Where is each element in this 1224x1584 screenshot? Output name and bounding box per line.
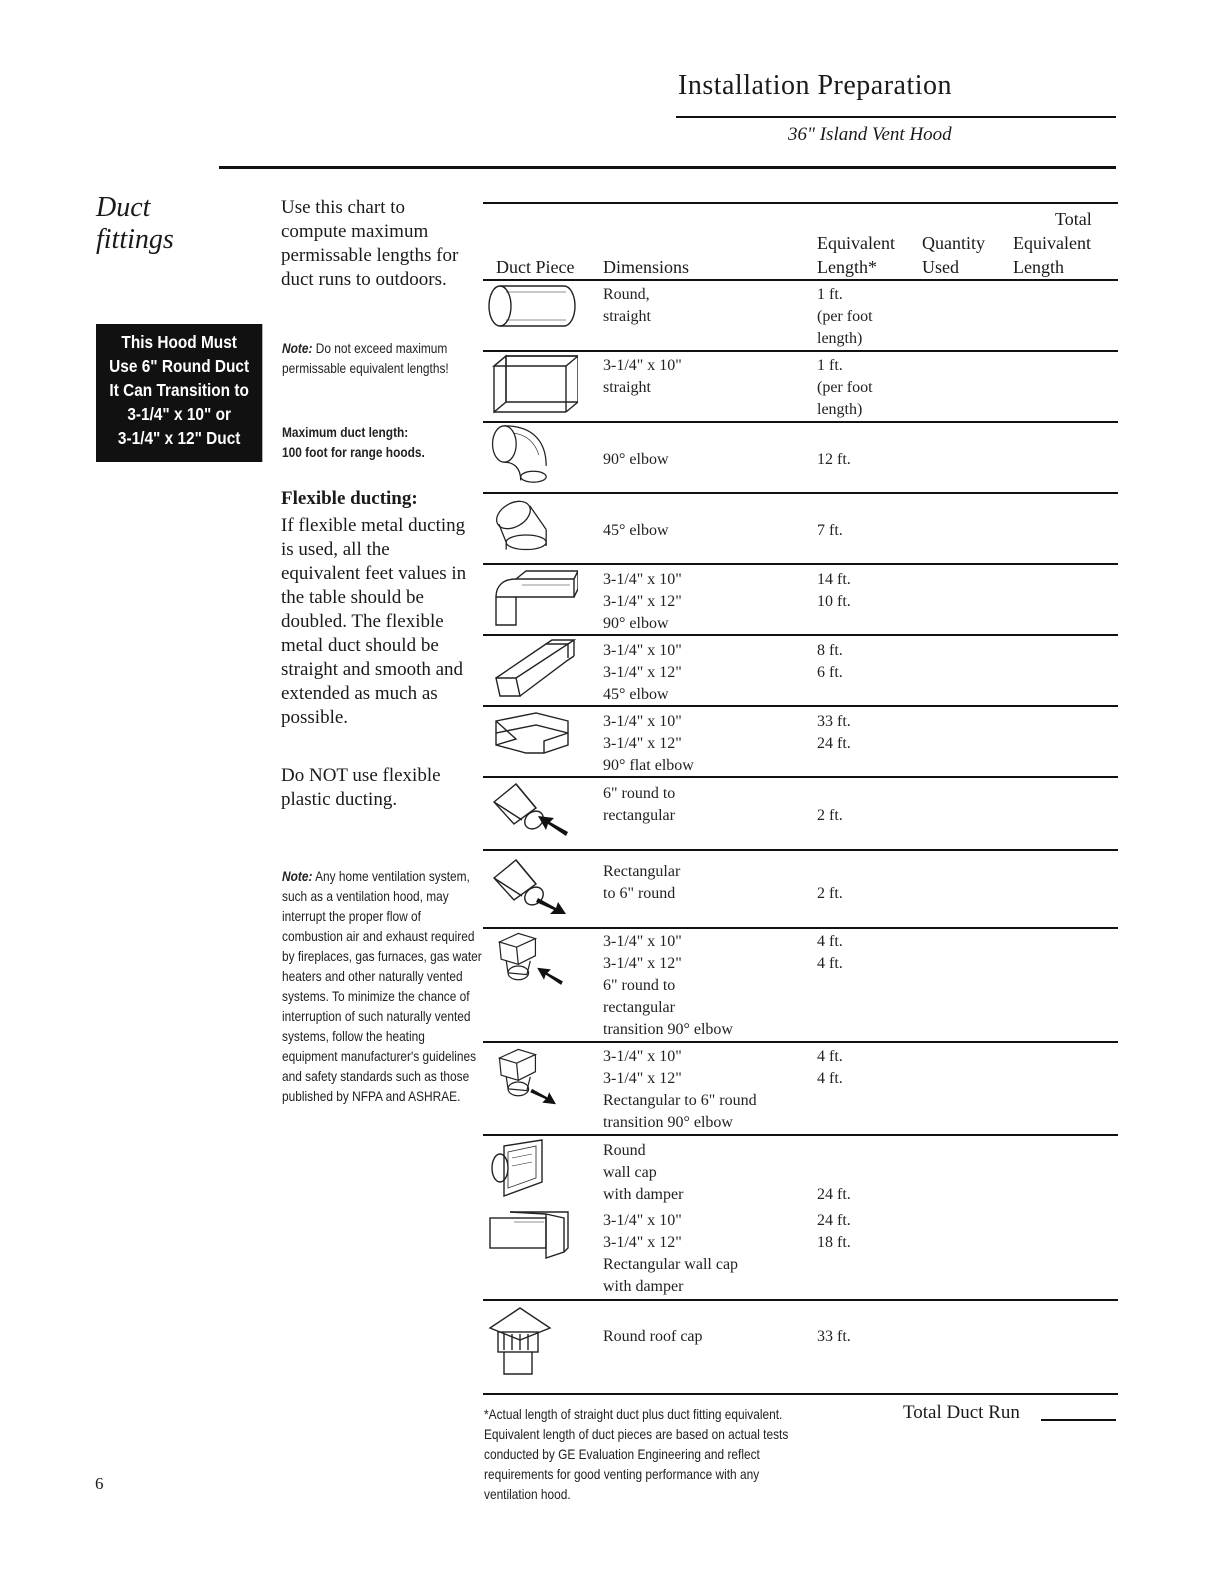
row-rule	[483, 849, 1118, 851]
page-subtitle: 36" Island Vent Hood	[788, 124, 952, 145]
callout-line: 3-1/4" x 12" Duct	[117, 428, 241, 448]
equiv-line: 10 ft.	[817, 593, 851, 610]
page-title: Installation Preparation	[678, 70, 953, 101]
equiv-line: 1 ft.	[817, 286, 843, 303]
round-45-elbow-icon	[482, 495, 574, 555]
row-equivalent-length	[817, 640, 843, 684]
dim-line: Round roof cap	[603, 1328, 703, 1345]
equiv-line: (per foot	[817, 308, 873, 325]
row-dimensions	[603, 569, 682, 635]
row-equivalent-length	[817, 449, 851, 471]
dim-line: Round,	[603, 286, 650, 303]
flexible-plastic-warning: Do NOT use flexible plastic ducting.	[281, 765, 441, 810]
row-equivalent-length	[817, 1210, 851, 1254]
equiv-line: 2 ft.	[817, 807, 843, 824]
dim-line: 90° flat elbow	[603, 757, 694, 774]
row-dimensions	[603, 783, 675, 827]
total-duct-run-label: Total Duct Run	[903, 1402, 1020, 1423]
row-dimensions	[603, 861, 680, 905]
round-roof-cap-icon	[486, 1304, 578, 1380]
rect-to-round-90-transition-icon	[486, 1046, 578, 1106]
row-dimensions	[603, 711, 694, 777]
section-title-line1: Duct	[96, 192, 151, 223]
row-equivalent-length	[817, 355, 873, 421]
dim-line: 90° elbow	[603, 451, 669, 468]
table-top-rule	[483, 202, 1118, 204]
table-bottom-rule	[483, 1393, 1118, 1395]
equiv-line: 7 ft.	[817, 522, 843, 539]
round-straight-duct-icon	[486, 282, 578, 342]
dim-line: 90° elbow	[603, 615, 669, 632]
dim-line: transition 90° elbow	[603, 1021, 733, 1038]
equiv-line: 33 ft.	[817, 713, 851, 730]
header-quantity: Quantity	[922, 233, 985, 253]
equiv-line: 12 ft.	[817, 451, 851, 468]
equiv-line: 24 ft.	[817, 1186, 851, 1203]
round-to-rect-90-transition-icon	[486, 930, 578, 990]
header-total-length: Length	[1013, 257, 1064, 277]
duct-requirement-callout	[96, 324, 262, 462]
row-dimensions	[603, 1326, 703, 1348]
row-dimensions	[603, 1046, 757, 1134]
dim-line: 6" round to	[603, 785, 676, 802]
dim-line: 3-1/4" x 10"	[603, 642, 682, 659]
callout-line: This Hood Must	[121, 332, 237, 352]
row-equivalent-length	[817, 1184, 851, 1206]
dim-line: 3-1/4" x 10"	[603, 1048, 682, 1065]
row-equivalent-length	[817, 1046, 843, 1090]
equiv-line: 4 ft.	[817, 1070, 843, 1087]
equiv-line: 18 ft.	[817, 1234, 851, 1251]
rect-to-round-transition-icon	[486, 856, 578, 916]
note-text: Do not exceed maximum permissable equivalent lengths!	[282, 340, 449, 376]
row-rule	[483, 1134, 1118, 1136]
header-divider	[676, 116, 1116, 118]
dim-line: Round	[603, 1142, 646, 1159]
page-number: 6	[95, 1474, 104, 1493]
rect-90-elbow-icon	[486, 567, 578, 627]
header-used: Used	[922, 257, 959, 277]
rect-45-elbow-icon	[486, 638, 578, 698]
dim-line: 3-1/4" x 12"	[603, 593, 682, 610]
total-duct-run-blank[interactable]	[1041, 1419, 1116, 1421]
row-dimensions	[603, 520, 669, 542]
row-rule	[483, 1299, 1118, 1301]
equiv-line: 24 ft.	[817, 735, 851, 752]
dim-line: 3-1/4" x 12"	[603, 955, 682, 972]
row-equivalent-length	[817, 805, 843, 827]
row-equivalent-length	[817, 883, 843, 905]
equiv-line: 24 ft.	[817, 1212, 851, 1229]
row-rule	[483, 1041, 1118, 1043]
max-duct-length	[282, 422, 461, 462]
row-rule	[483, 492, 1118, 494]
header-equivalent: Equivalent	[817, 233, 895, 253]
row-equivalent-length	[817, 569, 851, 613]
dim-line: Rectangular	[603, 863, 681, 880]
flexible-ducting-text: If flexible metal ducting is used, all the equivalent feet values in the table should be doubled. The flexible metal duct should be straight and smooth and extended as much as possible.	[281, 515, 467, 728]
dim-line: with damper	[603, 1278, 684, 1295]
dim-line: straight	[603, 379, 651, 396]
note-max-length	[282, 338, 452, 378]
note-text: Any home ventilation system, such as a ventilation hood, may interrupt the proper flow of combustion air and exhaust required by fireplaces, gas furnaces, gas water heaters and other naturally vented systems. To minimize the chance of interruption of such naturally vented systems, follow the heating equipment manufacturer's guidelines and safety standards such as those published by NFPA and ASHRAE.	[282, 868, 482, 1104]
max-length-line1: Maximum duct length:	[282, 424, 409, 440]
dim-line: transition 90° elbow	[603, 1114, 733, 1131]
callout-line: Use 6" Round Duct	[109, 356, 250, 376]
dim-line: 3-1/4" x 12"	[603, 664, 682, 681]
dim-line: 45° elbow	[603, 686, 669, 703]
dim-line: 3-1/4" x 10"	[603, 571, 682, 588]
row-rule	[483, 705, 1118, 707]
section-title-line2: fittings	[96, 224, 174, 255]
row-dimensions	[603, 449, 669, 471]
dim-line: 3-1/4" x 10"	[603, 713, 682, 730]
table-header-rule	[483, 279, 1118, 281]
equiv-line: 4 ft.	[817, 933, 843, 950]
equiv-line: 1 ft.	[817, 357, 843, 374]
row-dimensions	[603, 1140, 683, 1206]
row-rule	[483, 350, 1118, 352]
row-equivalent-length	[817, 931, 843, 975]
dim-line: to 6" round	[603, 885, 676, 902]
rect-wall-cap-icon	[486, 1208, 578, 1268]
header-dimensions: Dimensions	[603, 257, 690, 277]
dim-line: 3-1/4" x 10"	[603, 1212, 682, 1229]
row-dimensions	[603, 355, 682, 399]
equiv-line: 2 ft.	[817, 885, 843, 902]
footnote: *Actual length of straight duct plus duct fitting equivalent. Equivalent length of duct pieces are based on actual tests conducted by GE Evaluation Engineering and reflect requirements for good venting performance with any ventilation hood.	[484, 1406, 789, 1502]
equiv-line: 6 ft.	[817, 664, 843, 681]
note-label: Note:	[282, 340, 313, 356]
dim-line: Rectangular to 6" round	[603, 1092, 757, 1109]
row-equivalent-length	[817, 1326, 851, 1348]
dim-line: wall cap	[603, 1164, 657, 1181]
dim-line: 3-1/4" x 12"	[603, 1070, 682, 1087]
intro-text: Use this chart to compute maximum permissable lengths for duct runs to outdoors.	[281, 197, 459, 290]
header-length: Length*	[817, 257, 877, 277]
dim-line: straight	[603, 308, 651, 325]
round-to-rect-transition-icon	[486, 780, 578, 840]
round-wall-cap-icon	[486, 1138, 578, 1198]
row-dimensions	[603, 1210, 738, 1298]
row-equivalent-length	[817, 520, 843, 542]
row-dimensions	[603, 284, 651, 328]
header-total: Total	[1055, 209, 1092, 229]
equiv-line: 14 ft.	[817, 571, 851, 588]
max-length-line2: 100 foot for range hoods.	[282, 444, 425, 460]
row-rule	[483, 634, 1118, 636]
callout-line: It Can Transition to	[109, 380, 249, 400]
flexible-ducting-heading: Flexible ducting:	[281, 488, 418, 509]
dim-line: rectangular	[603, 807, 675, 824]
dim-line: 3-1/4" x 12"	[603, 1234, 682, 1251]
row-rule	[483, 421, 1118, 423]
rect-90-flat-elbow-icon	[486, 709, 578, 769]
dim-line: 3-1/4" x 10"	[603, 933, 682, 950]
ventilation-note	[282, 866, 482, 1106]
callout-line: 3-1/4" x 10" or	[127, 404, 231, 424]
row-equivalent-length	[817, 284, 873, 350]
row-equivalent-length	[817, 711, 851, 755]
dim-line: 6" round to	[603, 977, 676, 994]
dim-line: with damper	[603, 1186, 684, 1203]
equiv-line: 8 ft.	[817, 642, 843, 659]
header-duct-piece: Duct Piece	[496, 257, 575, 277]
equiv-line: length)	[817, 401, 863, 418]
row-rule	[483, 776, 1118, 778]
equiv-line: length)	[817, 330, 863, 347]
row-dimensions	[603, 640, 682, 706]
section-title	[96, 192, 174, 256]
dim-line: 3-1/4" x 10"	[603, 357, 682, 374]
equiv-line: 4 ft.	[817, 955, 843, 972]
row-rule	[483, 563, 1118, 565]
row-rule	[483, 927, 1118, 929]
dim-line: 45° elbow	[603, 522, 669, 539]
equiv-line: (per foot	[817, 379, 873, 396]
round-90-elbow-icon	[482, 424, 574, 484]
dim-line: rectangular	[603, 999, 675, 1016]
dim-line: 3-1/4" x 12"	[603, 735, 682, 752]
dim-line: Rectangular wall cap	[603, 1256, 739, 1273]
note-label: Note:	[282, 868, 313, 884]
row-dimensions	[603, 931, 733, 1041]
section-divider	[219, 166, 1116, 169]
equiv-line: 33 ft.	[817, 1328, 851, 1345]
header-total-equivalent: Equivalent	[1013, 233, 1091, 253]
equiv-line: 4 ft.	[817, 1048, 843, 1065]
rect-straight-duct-icon	[486, 354, 578, 414]
